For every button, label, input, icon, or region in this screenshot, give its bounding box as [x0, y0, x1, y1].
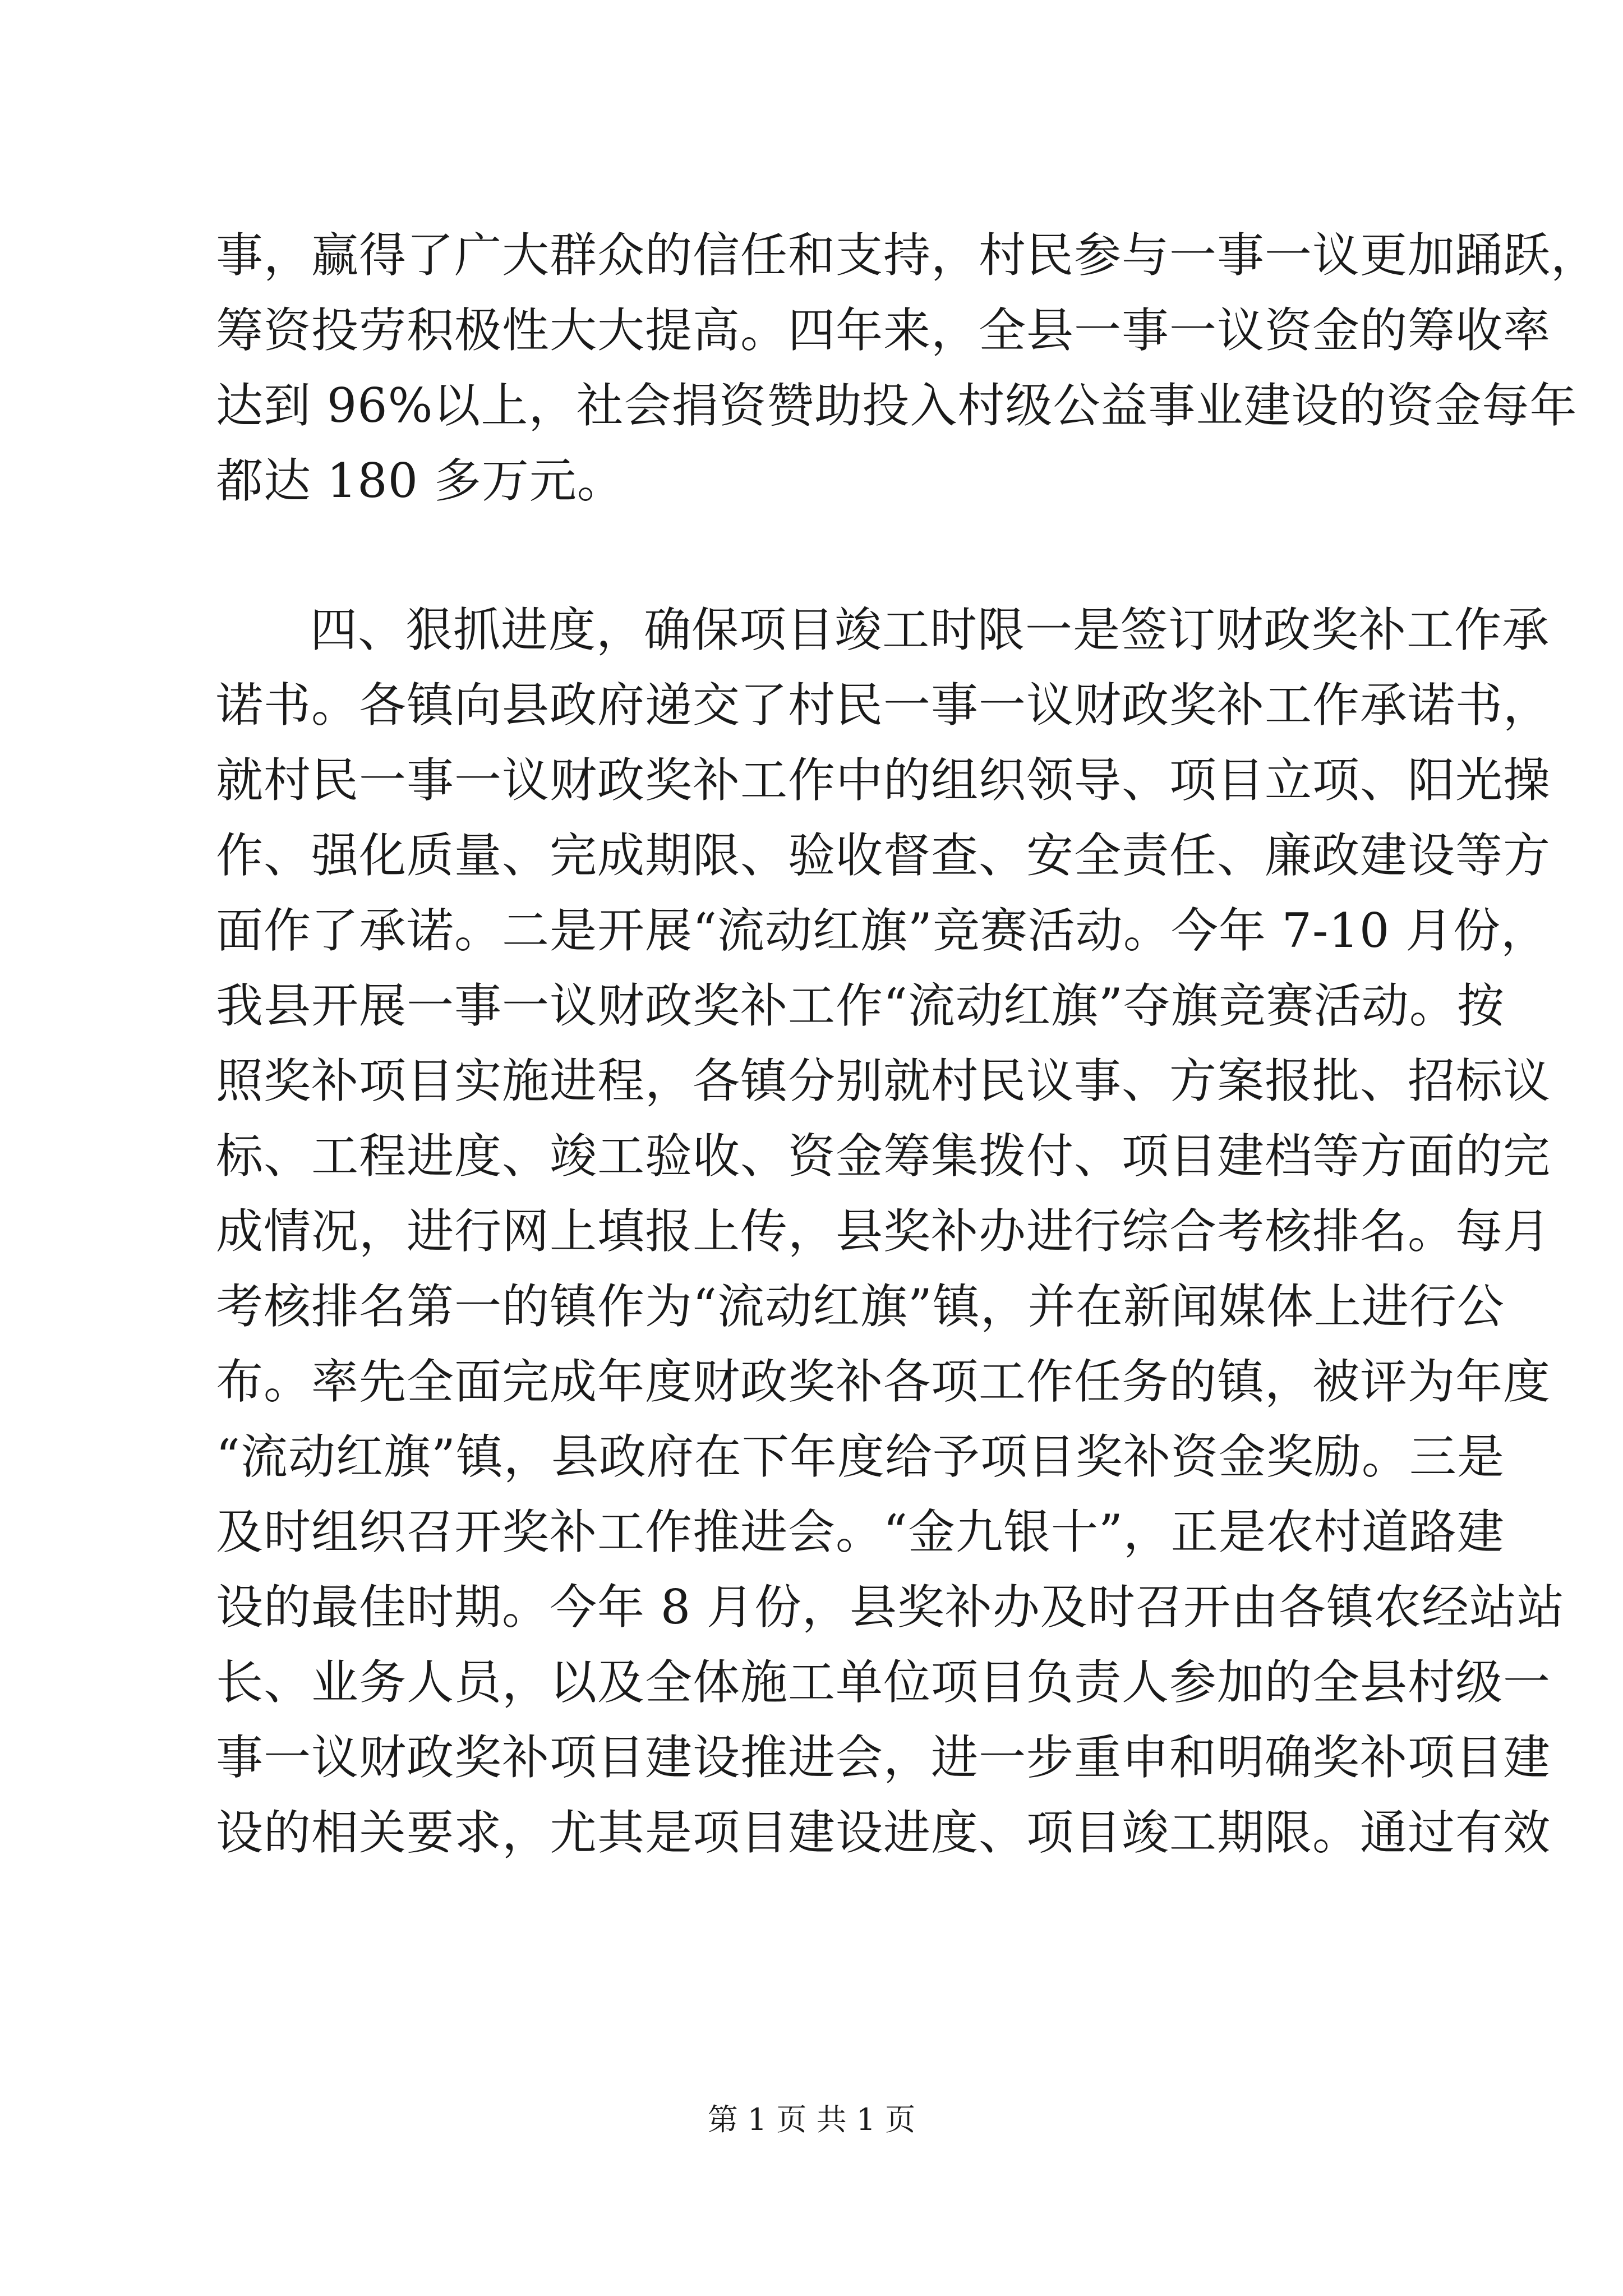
text-line: 四、狠抓进度，确保项目竣工时限一是签订财政奖补工作承 — [310, 602, 1550, 657]
text-line: 就村民一事一议财政奖补工作中的组织领导、项目立项、阳光操 — [216, 753, 1551, 808]
text-line: 作、强化质量、完成期限、验收督查、安全责任、廉政建设等方 — [216, 828, 1551, 883]
text-line: 达到 96%以上，社会捐资赞助投入村级公益事业建设的资金每年 — [216, 378, 1578, 433]
text-line: 设的相关要求，尤其是项目建设进度、项目竣工期限。通过有效 — [216, 1805, 1551, 1860]
page-number-footer: 第 1 页 共 1 页 — [707, 2102, 916, 2137]
text-line: 面作了承诺。二是开展“流动红旗”竞赛活动。今年 7-10 月份， — [216, 903, 1549, 958]
text-line: 标、工程进度、竣工验收、资金筹集拨付、项目建档等方面的完 — [216, 1129, 1551, 1184]
text-line: “流动红旗”镇，县政府在下年度给予项目奖补资金奖励。三是 — [216, 1429, 1505, 1484]
text-line: 都达 180 多万元。 — [216, 453, 625, 508]
text-line: 设的最佳时期。今年 8 月份，县奖补办及时召开由各镇农经站站 — [216, 1580, 1565, 1635]
text-line: 照奖补项目实施进程，各镇分别就村民议事、方案报批、招标议 — [216, 1053, 1551, 1108]
text-line: 布。率先全面完成年度财政奖补各项工作任务的镇，被评为年度 — [216, 1354, 1551, 1409]
text-line: 事，赢得了广大群众的信任和支持，村民参与一事一议更加踊跃， — [216, 228, 1599, 283]
text-line: 筹资投劳积极性大大提高。四年来，全县一事一议资金的筹收率 — [216, 303, 1551, 358]
text-line: 考核排名第一的镇作为“流动红旗”镇，并在新闻媒体上进行公 — [216, 1279, 1505, 1334]
text-line: 我县开展一事一议财政奖补工作“流动红旗”夺旗竞赛活动。按 — [216, 978, 1505, 1033]
text-line: 及时组织召开奖补工作推进会。“金九银十”，正是农村道路建 — [216, 1504, 1505, 1559]
text-line: 长、业务人员，以及全体施工单位项目负责人参加的全县村级一 — [216, 1655, 1551, 1710]
text-line: 事一议财政奖补项目建设推进会，进一步重申和明确奖补项目建 — [216, 1730, 1551, 1785]
text-line: 诺书。各镇向县政府递交了村民一事一议财政奖补工作承诺书， — [216, 678, 1551, 733]
text-line: 成情况，进行网上填报上传，县奖补办进行综合考核排名。每月 — [216, 1204, 1551, 1259]
